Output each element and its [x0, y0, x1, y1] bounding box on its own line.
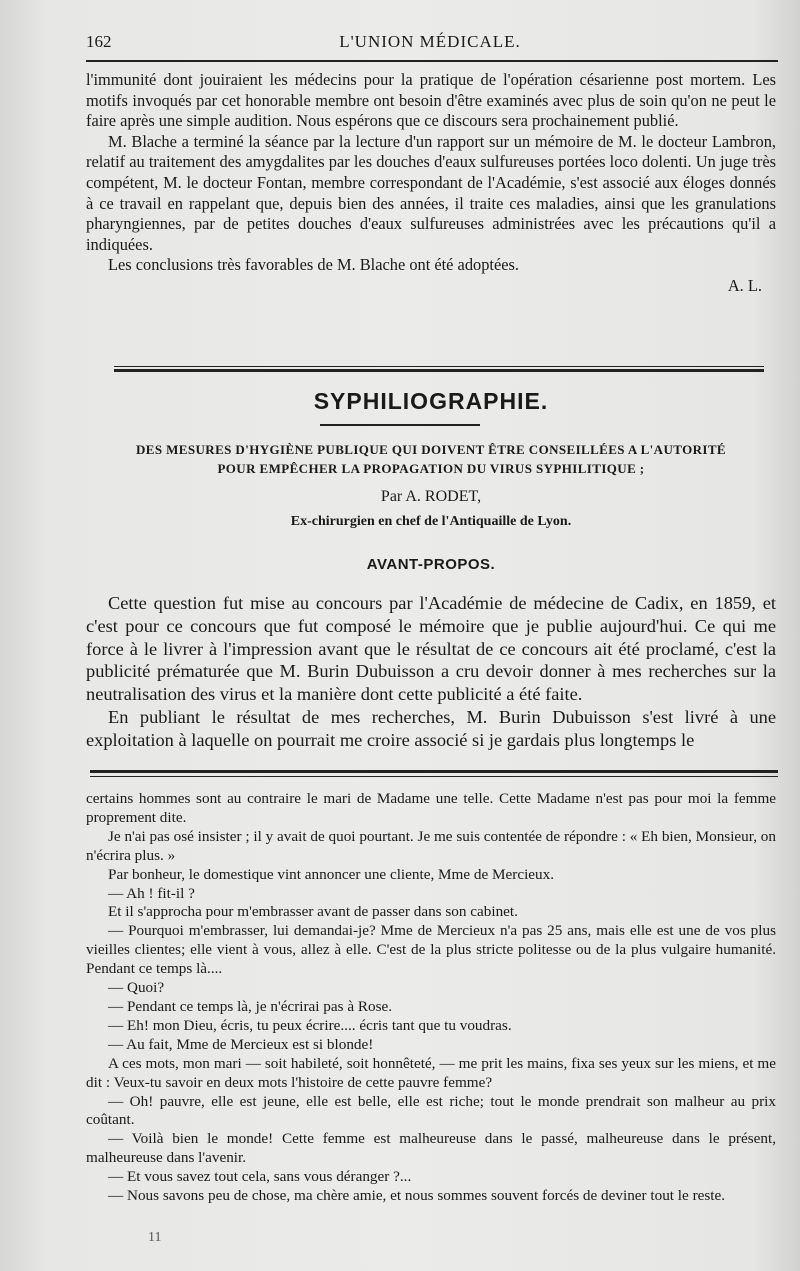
feuilleton-line-5: Et il s'approcha pour m'embrasser avant de passer dans son cabinet. — [108, 903, 518, 921]
feuilleton-separator — [90, 770, 778, 777]
feuilleton-line-7: — Quoi? — [108, 979, 165, 997]
signature: A. L. — [727, 275, 762, 295]
feuilleton-line-2: Je n'ai pas osé insister ; il y avait de quoi pourtant. Je me suis contentée de répondre : « Eh bien, Monsieur, on n'écrira plus. » — [86, 827, 776, 864]
top-section — [86, 70, 776, 297]
subhead: AVANT-PROPOS. — [366, 556, 496, 573]
article-title — [86, 440, 776, 478]
feuilleton-line-3: Par bonheur, le domestique vint annoncer une cliente, Mme de Mercieux. — [108, 865, 555, 883]
title-rule — [320, 424, 480, 426]
article-title-line-2: POUR EMPÊCHER LA PROPAGATION DU VIRUS SYPHILITIQUE ; — [217, 461, 645, 476]
feuilleton-line-8: — Pendant ce temps là, je n'écrirai pas à Rose. — [108, 997, 393, 1015]
feuilleton-line-14: — Et vous savez tout cela, sans vous déranger ?... — [108, 1168, 412, 1186]
feuilleton-line-15: — Nous savons peu de chose, ma chère amie, et nous sommes souvent forcés de deviner tout le reste. — [108, 1187, 726, 1205]
header-rule — [86, 60, 778, 62]
article-title-line-1: DES MESURES D'HYGIÈNE PUBLIQUE QUI DOIVENT ÊTRE CONSEILLÉES A L'AUTORITÉ — [135, 442, 726, 457]
feuilleton-line-6: — Pourquoi m'embrasser, lui demandai-je? Mme de Mercieux n'a pas 25 ans, mais elle est une de vos plus vieilles clientes; elle vient à vous, allez à elle. C'est de la plus stricte politesse ou de la plus vulgaire humanité. Pendant ce temps là.... — [86, 922, 776, 978]
byline: Par A. RODET, — [380, 488, 482, 505]
article-paragraph-2: En publiant le résultat de mes recherches, M. Burin Dubuisson s'est livré à une exploitation à laquelle on pourrait me croire associé si je gardais plus longtemps le — [86, 706, 776, 750]
section-separator — [114, 366, 764, 372]
feuilleton-line-12: — Oh! pauvre, elle est jeune, elle est belle, elle est riche; tout le monde prendrait son malheur au prix coûtant. — [86, 1092, 776, 1129]
byline-role: Ex-chirurgien en chef de l'Antiquaille de Lyon. — [290, 514, 572, 529]
feuilleton-line-1: certains hommes sont au contraire le mari de Madame une telle. Cette Madame n'est pas pour moi la femme proprement dite. — [86, 790, 776, 826]
footer-mark: 11 — [148, 1230, 162, 1245]
top-paragraph-3: Les conclusions très favorables de M. Blache ont été adoptées. — [108, 255, 519, 275]
top-paragraph-1: l'immunité dont jouiraient les médecins pour la pratique de l'opération césarienne post mortem. Les motifs invoqués par cet honorable membre ont besoin d'être examinés avec plus de soin qu'on ne peut le faire après une simple audition. Nous espérons que ce discours sera prochainement publié. — [86, 70, 776, 131]
feuilleton-line-11: A ces mots, mon mari — soit habileté, soit honnêteté, — me prit les mains, fixa ses yeux sur les miens, et me dit : Veux-tu savoir en deux mots l'histoire de cette pauvre femme? — [86, 1054, 776, 1091]
feuilleton-line-10: — Au fait, Mme de Mercieux est si blonde! — [108, 1035, 374, 1053]
feuilleton — [86, 790, 776, 1206]
section-title: SYPHILIOGRAPHIE. — [313, 388, 549, 414]
article-body — [86, 592, 776, 752]
running-title: L'UNION MÉDICALE. — [339, 32, 521, 51]
feuilleton-line-4: — Ah ! fit-il ? — [108, 884, 195, 902]
feuilleton-line-13: — Voilà bien le monde! Cette femme est malheureuse dans le passé, malheureuse dans le présent, malheureuse dans l'avenir. — [86, 1130, 776, 1167]
page-header — [86, 30, 774, 56]
feuilleton-line-9: — Eh! mon Dieu, écris, tu peux écrire.... écris tant que tu voudras. — [108, 1016, 512, 1034]
page-number: 162 — [86, 32, 112, 51]
top-paragraph-2: M. Blache a terminé la séance par la lecture d'un rapport sur un mémoire de M. le docteur Lambron, relatif au traitement des amygdalites par les douches d'eaux sulfureuses portées loco dolenti. Un juge très compétent, M. le docteur Fontan, membre correspondant de l'Académie, s'est associé aux éloges donnés à ce travail en rappelant que, depuis bien des années, il traite ces maladies, ainsi que les granulations pharyngiennes, par de petites douches d'eaux sulfureuses administrées avec les précautions qu'il a indiquées. — [86, 131, 776, 254]
article-paragraph-1: Cette question fut mise au concours par l'Académie de médecine de Cadix, en 1859, et c'est pour ce concours que fut composé le mémoire que je publie aujourd'hui. Ce qui me force à le livrer à l'impression avant que le résultat de ce concours ait été proclamé, c'est la publicité prématurée que M. Burin Dubuisson a cru devoir donner à mes recherches sur la neutralisation des virus et la manière dont cette publicité a été faite. — [86, 593, 776, 705]
